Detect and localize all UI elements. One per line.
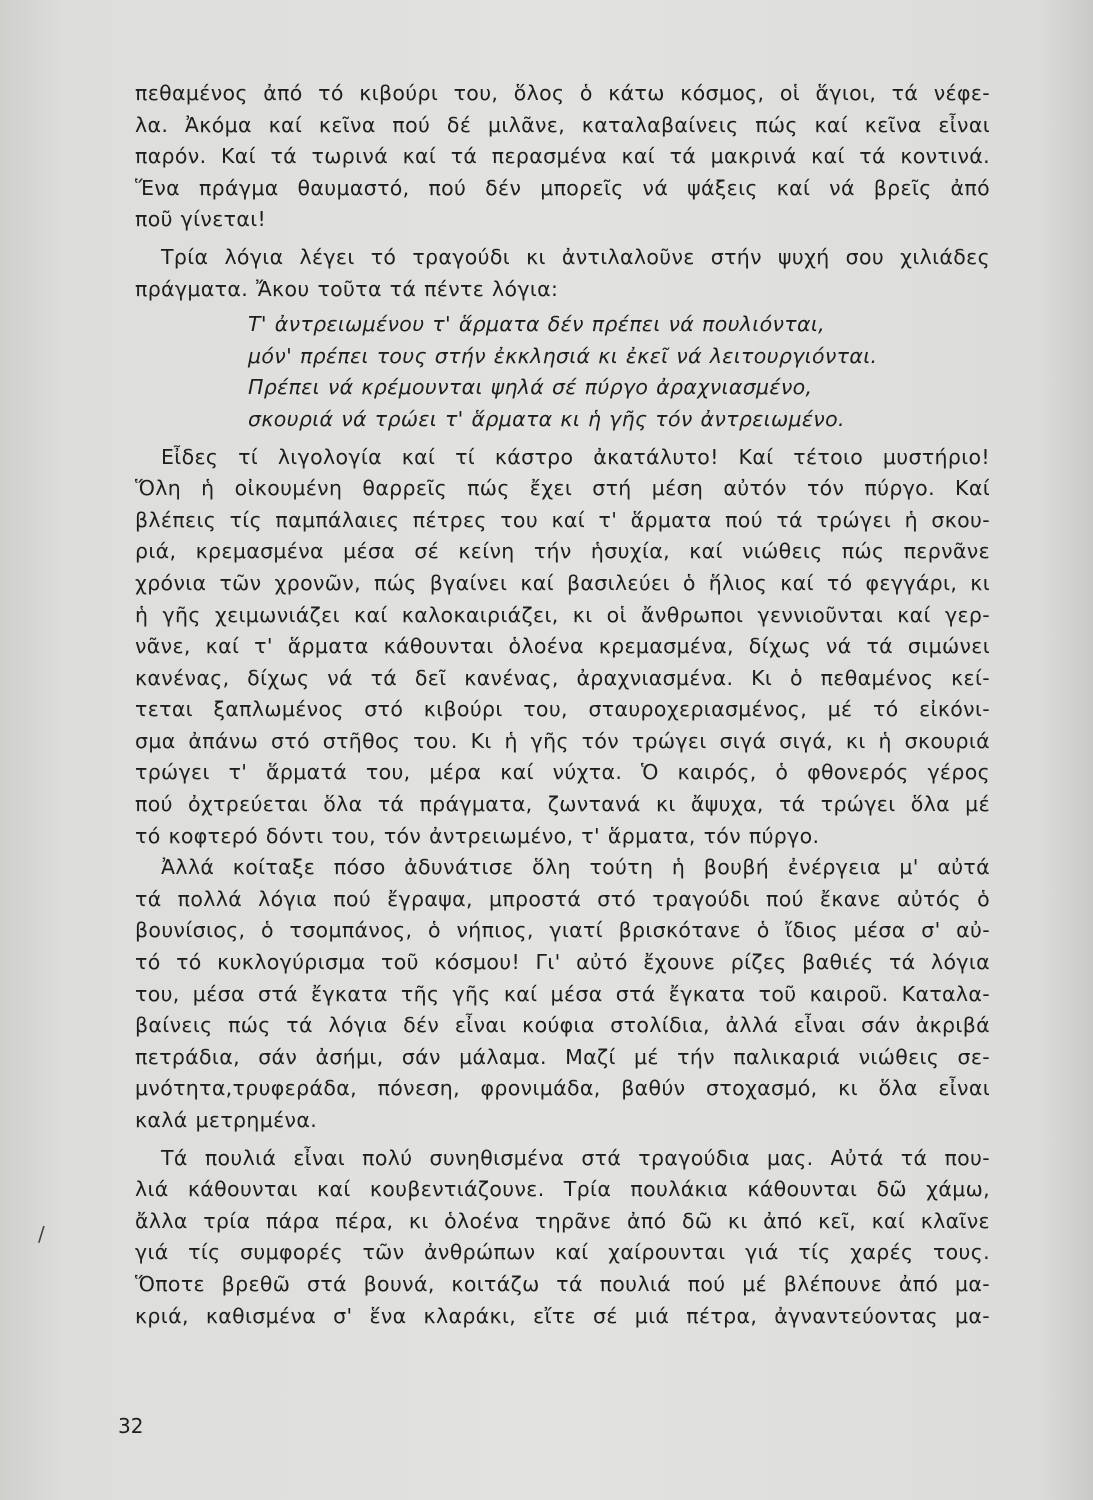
paragraph-3 (135, 442, 990, 853)
text-line: γιά τίς συμφορές τῶν ἀνθρώπων καί χαίρουνται γιά τίς χαρές τους. (135, 1240, 990, 1265)
text-line: τό τό κυκλογύρισμα τοῦ κόσμου! Γι' αὐτό ἔχουνε ρίζες βαθιές τά λόγια (135, 950, 990, 975)
poem-line: σκουριά νά τρώει τ' ἅρματα κι ἡ γῆς τόν ἀντρειωμένο. (248, 406, 845, 431)
text-line: Τρία λόγια λέγει τό τραγούδι κι ἀντιλαλοῦνε στήν ψυχή σου χιλιάδες (161, 244, 990, 269)
text-line: Ὅποτε βρεθῶ στά βουνά, κοιτάζω τά πουλιά πού μέ βλέπουνε ἀπό μα- (135, 1271, 990, 1296)
text-line: παρόν. Καί τά τωρινά καί τά περασμένα καί τά μακρινά καί τά κοντινά. (135, 144, 990, 169)
paragraph-1 (135, 78, 990, 236)
text-line: πετράδια, σάν ἀσήμι, σάν μάλαμα. Μαζί μέ τήν παλικαριά νιώθεις σε- (135, 1044, 990, 1069)
text-line: μνότητα,τρυφεράδα, πόνεση, φρονιμάδα, βαθύν στοχασμό, κι ὅλα εἶναι (135, 1076, 990, 1101)
text-line: Ὅλη ἡ οἰκουμένη θαρρεῖς πώς ἔχει στή μέση αὐτόν τόν πύργο. Καί (135, 476, 990, 501)
text-line: πού ὀχτρεύεται ὅλα τά πράγματα, ζωντανά κι ἄψυχα, τά τρώγει ὅλα μέ (135, 792, 990, 817)
text-line: χρόνια τῶν χρονῶν, πώς βγαίνει καί βασιλεύει ὁ ἥλιος καί τό φεγγάρι, κι (135, 570, 990, 595)
poem-line: μόν' πρέπει τους στήν ἐκκλησιά κι ἐκεῖ νά λειτουργιόνται. (248, 343, 878, 368)
text-line: ἄλλα τρία πάρα πέρα, κι ὁλοένα τηρᾶνε ἀπό δῶ κι ἀπό κεῖ, καί κλαῖνε (135, 1208, 990, 1233)
text-line: νᾶνε, καί τ' ἅρματα κάθουνται ὁλοένα κρεμασμένα, δίχως νά τά σιμώνει (135, 634, 990, 659)
text-line: ριά, κρεμασμένα μέσα σέ κείνη τήν ἡσυχία, καί νιώθεις πώς περνᾶνε (135, 539, 990, 564)
text-line: τρώγει τ' ἅρματά του, μέρα καί νύχτα. Ὁ καιρός, ὁ φθονερός γέρος (135, 760, 990, 785)
poem-quote (135, 309, 990, 435)
text-line: Ἕνα πράγμα θαυμαστό, πού δέν μπορεῖς νά ψάξεις καί νά βρεῖς ἀπό (135, 175, 990, 200)
text-line: βαίνεις πώς τά λόγια δέν εἶναι κούφια στολίδια, ἀλλά εἶναι σάν ἀκριβά (135, 1013, 990, 1038)
text-line: σμα ἀπάνω στό στῆθος του. Κι ἡ γῆς τόν τρώγει σιγά σιγά, κι ἡ σκουριά (135, 728, 990, 753)
poem-line: Πρέπει νά κρέμουνται ψηλά σέ πύργο ἀραχνιασμένο, (248, 375, 813, 400)
text-line: καλά μετρημένα. (135, 1108, 318, 1132)
page-number: 32 (118, 1414, 144, 1438)
text-line: ποῦ γίνεται! (135, 207, 267, 232)
text-column (135, 78, 990, 1332)
text-line: βουνίσιος, ὁ τσομπάνος, ὁ νήπιος, γιατί βρισκότανε ὁ ἴδιος μέσα σ' αὐ- (135, 918, 990, 943)
poem-line: Τ' ἀντρειωμένου τ' ἅρματα δέν πρέπει νά πουλιόνται, (248, 312, 825, 337)
text-line: τά πολλά λόγια πού ἔγραψα, μπροστά στό τραγούδι πού ἔκανε αὐτός ὁ (135, 886, 990, 911)
paragraph-4 (135, 852, 990, 1136)
text-line: Ἀλλά κοίταξε πόσο ἀδυνάτισε ὅλη τούτη ἡ βουβή ἐνέργεια μ' αὐτά (161, 855, 990, 880)
paragraph-2 (135, 242, 990, 305)
text-line: λα. Ἀκόμα καί κεῖνα πού δέ μιλᾶνε, καταλαβαίνεις πώς καί κεῖνα εἶναι (135, 112, 990, 137)
text-line: τεται ξαπλωμένος στό κιβούρι του, σταυροχεριασμένος, μέ τό εἰκόνι- (135, 697, 990, 722)
text-line: πράγματα. Ἄκου τοῦτα τά πέντε λόγια: (135, 276, 559, 301)
text-line: τό κοφτερό δόντι του, τόν ἀντρειωμένο, τ' ἅρματα, τόν πύργο. (135, 823, 820, 848)
text-line: του, μέσα στά ἔγκατα τῆς γῆς καί μέσα στά ἔγκατα τοῦ καιροῦ. Καταλα- (135, 981, 990, 1006)
text-line: κριά, καθισμένα σ' ἕνα κλαράκι, εἴτε σέ μιά πέτρα, ἀγναντεύοντας μα- (135, 1303, 990, 1328)
margin-mark: / (38, 1222, 45, 1246)
text-line: ἡ γῆς χειμωνιάζει καί καλοκαιριάζει, κι οἱ ἄνθρωποι γεννιοῦνται καί γερ- (135, 602, 990, 627)
text-line: βλέπεις τίς παμπάλαιες πέτρες του καί τ' ἅρματα πού τά τρώγει ἡ σκου- (135, 507, 990, 532)
text-line: λιά κάθουνται καί κουβεντιάζουνε. Τρία πουλάκια κάθουνται δῶ χάμω, (135, 1177, 990, 1202)
text-line: Τά πουλιά εἶναι πολύ συνηθισμένα στά τραγούδια μας. Αὐτά τά που- (161, 1145, 990, 1170)
text-line: κανένας, δίχως νά τά δεῖ κανένας, ἀραχνιασμένα. Κι ὁ πεθαμένος κεί- (135, 665, 990, 690)
text-line: Εἶδες τί λιγολογία καί τί κάστρο ἀκατάλυτο! Καί τέτοιο μυστήριο! (161, 444, 990, 469)
paragraph-5 (135, 1143, 990, 1333)
text-line: πεθαμένος ἀπό τό κιβούρι του, ὅλος ὁ κάτω κόσμος, οἱ ἅγιοι, τά νέφε- (135, 81, 990, 105)
